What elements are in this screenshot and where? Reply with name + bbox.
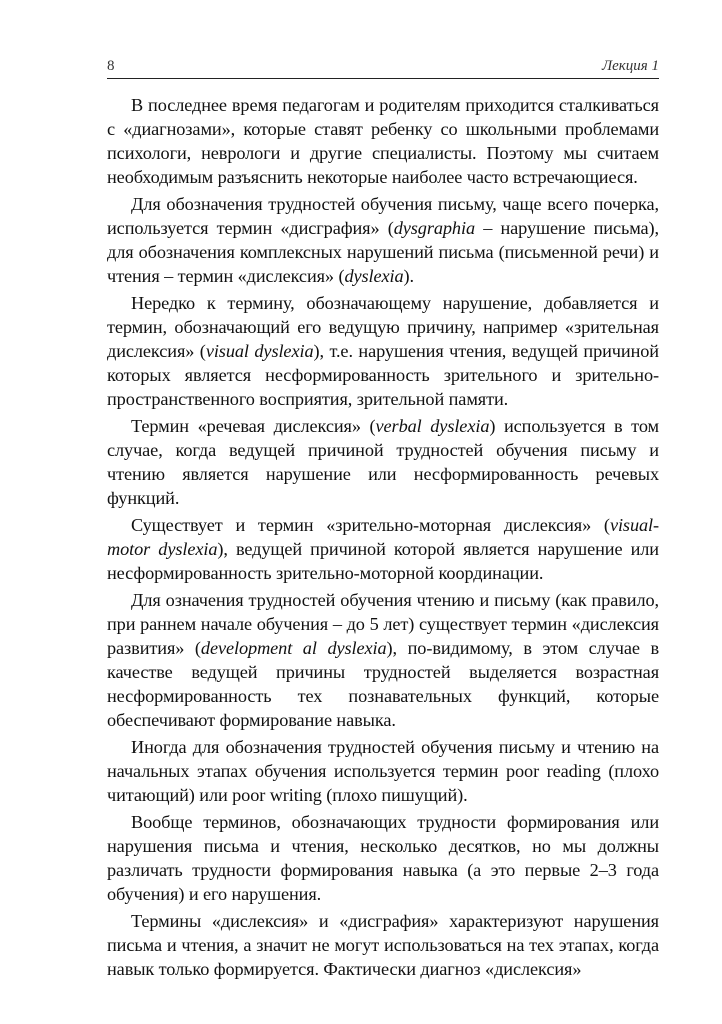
paragraph-text: Для обозначения трудностей обучения письму, чаще всего почерка, используется термин «дисграфия» ( (107, 194, 659, 238)
paragraph-text: Нередко к термину, обозначающему нарушение, добавляется и термин, обозначающий его ведущую причину, например «зрительная дислексия» ( (107, 293, 659, 361)
paragraph-6 (107, 588, 659, 732)
page-number: 8 (107, 58, 115, 74)
latin-term: development al dyslexia (200, 638, 387, 658)
paragraph-text: Для означения трудностей обучения чтению и письму (как правило, при раннем начале обучения – до 5 лет) существует термин «дислексия развития» ( (107, 590, 659, 658)
body-text (107, 93, 659, 981)
latin-term: verbal dyslexia (375, 416, 490, 436)
book-page (107, 54, 659, 984)
latin-term: dyslexia (344, 266, 404, 286)
paragraph-2 (107, 192, 659, 288)
paragraph-text: ), т.е. нарушения чтения, ведущей причиной которых является несформированность зрительного и зрительно-пространственного восприятия, зрительной памяти. (107, 341, 659, 409)
paragraph-text: ), по-видимому, в этом случае в качестве ведущей причины трудностей выделяется возрастная несформированность тех познавательных функций, которые обеспечивают формирование навыка. (107, 638, 659, 730)
paragraph-8 (107, 810, 659, 906)
paragraph-text: – нарушение письма), для обозначения комплексных нарушений письма (письменной речи) и чтения – термин «дислексия» ( (107, 218, 660, 286)
paragraph-text: Вообще терминов, обозначающих трудности формирования или нарушения письма и чтения, несколько десятков, но мы должны различать трудности формирования навыка (а это первые 2–3 года обучения) и его нарушения. (107, 812, 659, 904)
paragraph-text: Существует и термин «зрительно-моторная дислексия» ( (131, 515, 610, 535)
latin-term: visual-motor dyslexia (107, 515, 659, 559)
paragraph-text: ), ведущей причиной которой является нарушение или несформированность зрительно-моторной координации. (107, 539, 659, 583)
paragraph-5 (107, 513, 659, 585)
latin-term: dysgraphia (393, 218, 475, 238)
paragraph-3 (107, 291, 659, 411)
paragraph-1 (107, 93, 659, 189)
paragraph-9 (107, 909, 659, 981)
latin-term: visual dyslexia (205, 341, 314, 361)
paragraph-text: Иногда для обозначения трудностей обучения письму и чтению на начальных этапах обучения используется термин poor reading (плохо читающий) или poor writing (плохо пишущий). (107, 737, 659, 805)
section-title: Лекция 1 (601, 58, 659, 74)
paragraph-text: Термин «речевая дислексия» ( (131, 416, 376, 436)
paragraph-text: ). (403, 266, 415, 286)
paragraph-text: Термины «дислексия» и «дисграфия» характеризуют нарушения письма и чтения, а значит не могут использоваться на тех этапах, когда навык только формируется. Фактически диагноз «дислексия» (107, 911, 659, 979)
paragraph-text: В последнее время педагогам и родителям приходится сталкиваться с «диагнозами», которые ставят ребенку со школьными проблемами психологи, неврологи и другие специалисты. Поэтому мы считаем необходимым разъяснить некоторые наиболее часто встречающиеся. (107, 95, 659, 187)
paragraph-4 (107, 414, 659, 510)
paragraph-text: ) используется в том случае, когда ведущей причиной трудностей обучения письму и чтению является нарушение или несформированность речевых функций. (107, 416, 659, 508)
paragraph-7 (107, 735, 659, 807)
running-head (107, 54, 659, 79)
